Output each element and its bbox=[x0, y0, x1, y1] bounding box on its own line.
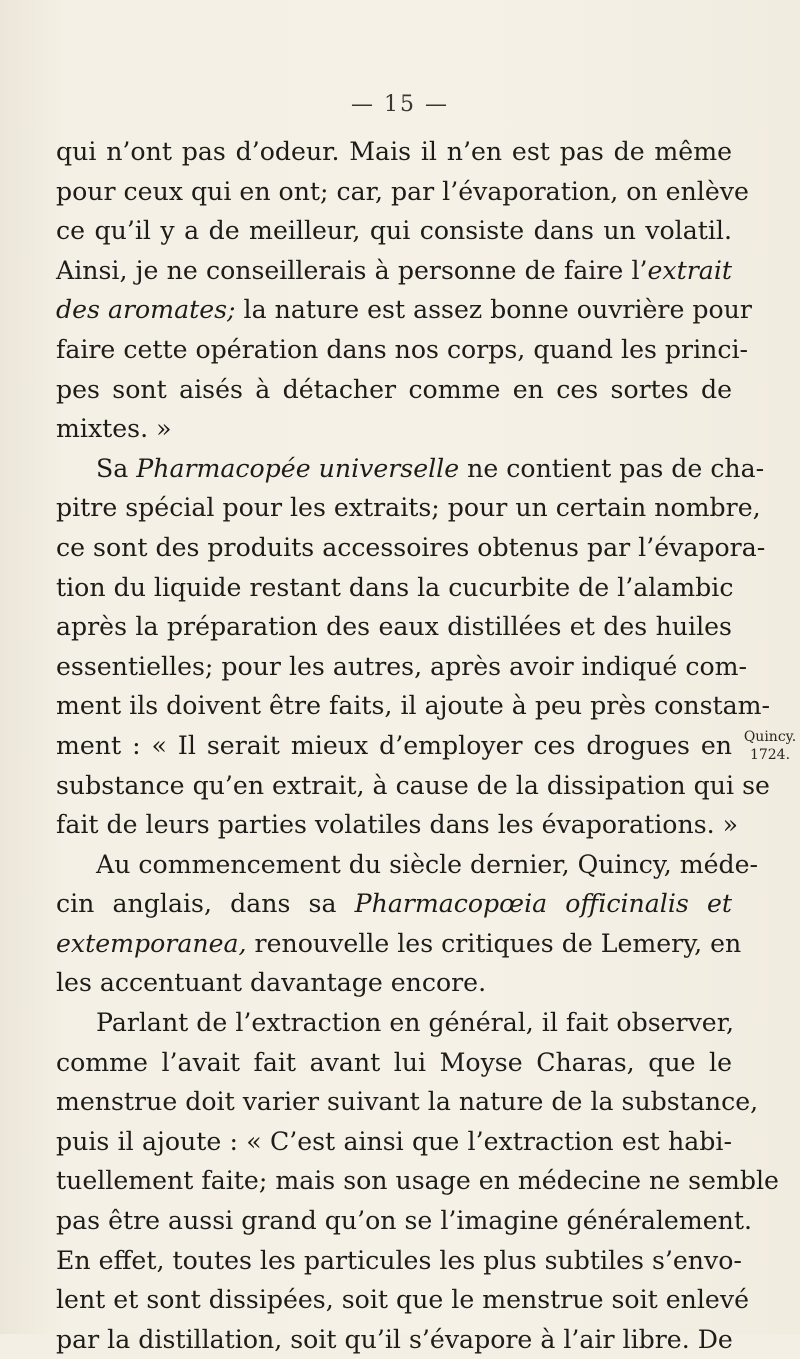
italic-title: Pharmacopœia officinalis et bbox=[354, 889, 732, 919]
text-run: ne contient pas de cha- bbox=[459, 453, 765, 483]
page-number: — 15 — bbox=[351, 92, 449, 117]
text-line: En effet, toutes les particules les plus subtiles s’envo- bbox=[56, 1245, 742, 1275]
text-line: pes sont aisés à détacher comme en ces sortes de bbox=[56, 374, 732, 404]
text-line: mixtes. » bbox=[56, 414, 172, 444]
text-run: renouvelle les critiques de Lemery, en bbox=[246, 928, 742, 958]
text-line: pitre spécial pour les extraits; pour un certain nombre, bbox=[56, 493, 761, 523]
marginal-note-name: Quincy. bbox=[743, 729, 797, 745]
text-line: pour ceux qui en ont; car, par l’évaporation, on enlève bbox=[56, 176, 749, 206]
text-line: essentielles; pour les autres, après avoir indiqué com- bbox=[56, 651, 748, 681]
text-line: ment ils doivent être faits, il ajoute à peu près constam- bbox=[56, 691, 771, 721]
text-run: la nature est assez bonne ouvrière pour bbox=[235, 295, 752, 325]
text-line: fait de leurs parties volatiles dans les évaporations. » bbox=[56, 810, 739, 840]
text-line: qui n’ont pas d’odeur. Mais il n’en est pas de même bbox=[56, 137, 732, 166]
text-line: substance qu’en extrait, à cause de la dissipation qui se bbox=[56, 770, 770, 800]
text-line: les accentuant davantage encore. bbox=[56, 968, 487, 998]
text-line: ment : « Il serait mieux d’employer ces drogues en bbox=[56, 730, 732, 760]
marginal-note-year: 1724. bbox=[749, 747, 791, 763]
text-line: Au commencement du siècle dernier, Quincy, méde- bbox=[96, 849, 759, 879]
text-line bbox=[56, 924, 742, 964]
text-line bbox=[56, 251, 732, 291]
text-line: Parlant de l’extraction en général, il fait observer, bbox=[96, 1008, 734, 1038]
italic-title: extrait bbox=[647, 255, 732, 285]
text-line: lent et sont dissipées, soit que le menstrue soit enlevé bbox=[56, 1285, 749, 1315]
text-line: ce sont des produits accessoires obtenus par l’évapora- bbox=[56, 532, 766, 562]
text-line: par la distillation, soit qu’il s’évapore à l’air libre. De bbox=[56, 1324, 733, 1354]
text-line: comme l’avait fait avant lui Moyse Charas, que le bbox=[56, 1047, 732, 1077]
italic-title: extemporanea, bbox=[56, 928, 247, 958]
text-line: pas être aussi grand qu’on se l’imagine généralement. bbox=[56, 1206, 752, 1236]
text-run: cin anglais, dans sa bbox=[56, 889, 355, 919]
text-line: faire cette opération dans nos corps, quand les princi- bbox=[56, 334, 749, 364]
text-line: tion du liquide restant dans la cucurbite de l’alambic bbox=[56, 572, 734, 602]
text-line bbox=[56, 449, 765, 489]
text-line: puis il ajoute : « C’est ainsi que l’extraction est habi- bbox=[56, 1126, 732, 1156]
marginal-note bbox=[743, 728, 797, 764]
text-line: après la préparation des eaux distillées et des huiles bbox=[56, 612, 732, 642]
text-line bbox=[56, 290, 752, 330]
text-run: Ainsi, je ne conseillerais à personne de faire l’ bbox=[56, 255, 648, 285]
text-run: Sa bbox=[96, 453, 137, 483]
text-line: tuellement faite; mais son usage en médecine ne semble bbox=[56, 1166, 779, 1196]
italic-title: des aromates; bbox=[56, 295, 236, 325]
text-line: menstrue doit varier suivant la nature de la substance, bbox=[56, 1087, 759, 1117]
italic-title: Pharmacopée universelle bbox=[136, 453, 460, 483]
text-line bbox=[56, 884, 732, 924]
text-line: ce qu’il y a de meilleur, qui consiste dans un volatil. bbox=[56, 216, 732, 246]
